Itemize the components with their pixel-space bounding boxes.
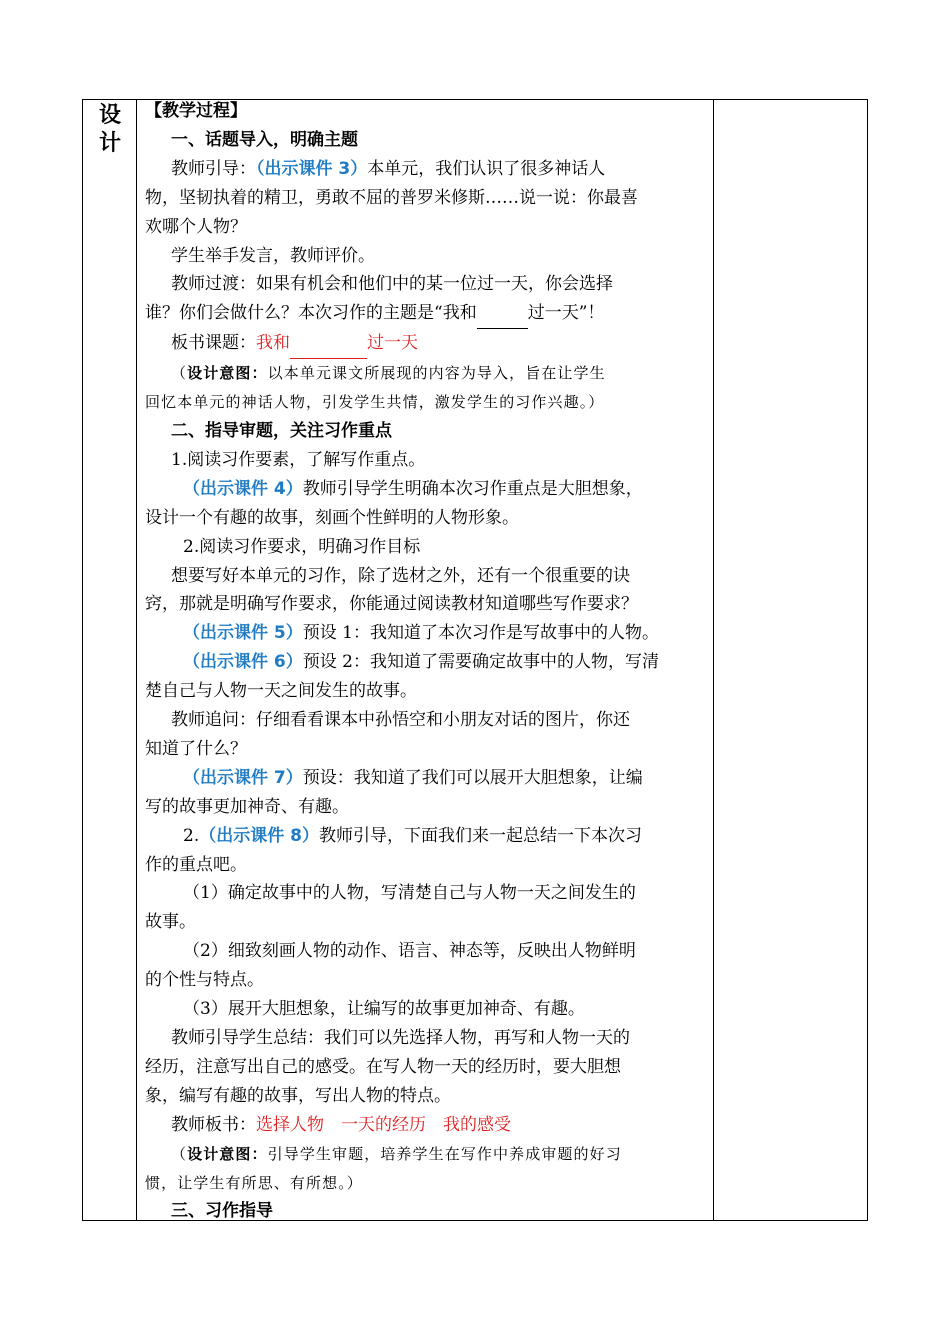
text-span: 楚自己与人物一天之间发生的故事。 bbox=[145, 681, 417, 702]
text-span: 教师引导学生总结：我们可以先选择人物，再写和人物一天的 bbox=[171, 1028, 630, 1048]
text-span: 2. bbox=[183, 825, 200, 846]
text-line bbox=[145, 851, 715, 880]
text-span: 经历，注意写出自己的感受。在写人物一天的经历时，要大胆想 bbox=[145, 1056, 621, 1077]
text-span: 教师引导，下面我们来一起总结一下本次习 bbox=[318, 825, 642, 846]
text-span: 教师引导： bbox=[171, 158, 256, 179]
text-span: 窍，那就是明确写作要求，你能通过阅读教材知道哪些写作要求？ bbox=[145, 594, 638, 615]
text-line bbox=[145, 359, 715, 388]
text-line bbox=[145, 299, 715, 329]
text-span: 我和 bbox=[256, 333, 290, 354]
text-span: 三、习作指导 bbox=[171, 1201, 273, 1222]
text-line bbox=[145, 155, 715, 184]
text-span: 选择人物 一天的经历 我的感受 bbox=[256, 1114, 511, 1135]
text-span: 设计一个有趣的故事，刻画个性鲜明的人物形象。 bbox=[145, 507, 519, 528]
text-span: 故事。 bbox=[145, 912, 196, 933]
text-span: （3）展开大胆想象，让编写的故事更加神奇、有趣。 bbox=[183, 999, 585, 1020]
teaching-process-content bbox=[145, 97, 715, 1226]
text-span: 教师追问：仔细看看课本中孙悟空和小朋友对话的图片，你还 bbox=[171, 710, 630, 731]
text-span bbox=[290, 329, 367, 359]
text-line bbox=[145, 590, 715, 619]
text-line bbox=[145, 1140, 715, 1169]
text-line bbox=[145, 533, 715, 562]
text-span: 谁？你们会做什么？本次习作的主题是“我和 bbox=[145, 303, 477, 324]
text-line bbox=[145, 706, 715, 735]
text-line bbox=[145, 735, 715, 764]
text-span: （ bbox=[171, 1144, 188, 1163]
text-span: 一、话题导入，明确主题 bbox=[171, 129, 358, 150]
notes-column bbox=[714, 100, 867, 1220]
text-span: 的个性与特点。 bbox=[145, 970, 264, 991]
text-span: （出示课件 3） bbox=[256, 158, 368, 179]
text-line bbox=[145, 446, 715, 475]
side-label bbox=[83, 102, 137, 158]
text-span: 设计意图： bbox=[187, 1144, 268, 1163]
text-line bbox=[145, 417, 715, 446]
text-span: 回忆本单元的神话人物，引发学生共情，激发学生的习作兴趣。） bbox=[145, 393, 605, 412]
text-span: 引导学生审题，培养学生在写作中养成审题的好习 bbox=[267, 1144, 622, 1163]
text-span: 过一天 bbox=[367, 333, 418, 354]
text-span: 预设 1：我知道了本次习作是写故事中的人物。 bbox=[302, 623, 659, 644]
text-span: 预设 2：我知道了需要确定故事中的人物，写清 bbox=[302, 652, 659, 673]
text-span: 象，编写有趣的故事，写出人物的特点。 bbox=[145, 1085, 451, 1106]
text-span: 想要写好本单元的习作，除了选材之外，还有一个很重要的诀 bbox=[171, 565, 630, 586]
text-line bbox=[145, 562, 715, 591]
text-span: 教师引导学生明确本次习作重点是大胆想象， bbox=[302, 478, 643, 499]
text-span: 物，坚韧执着的精卫，勇敢不屈的普罗米修斯……说一说：你最喜 bbox=[145, 187, 638, 208]
text-line bbox=[145, 1024, 715, 1053]
text-span: 写的故事更加神奇、有趣。 bbox=[145, 796, 349, 817]
text-line bbox=[145, 475, 715, 504]
text-span: 设计意图： bbox=[187, 364, 268, 383]
text-line bbox=[145, 213, 715, 242]
text-line bbox=[145, 1082, 715, 1111]
text-span: 学生举手发言，教师评价。 bbox=[171, 245, 375, 266]
text-span: 2.阅读习作要求，明确习作目标 bbox=[183, 536, 421, 557]
text-span: （2）细致刻画人物的动作、语言、神态等，反映出人物鲜明 bbox=[183, 941, 636, 962]
text-line bbox=[145, 822, 715, 851]
text-line bbox=[145, 677, 715, 706]
text-span bbox=[477, 299, 528, 329]
text-span: （出示课件 8） bbox=[199, 825, 319, 846]
side-label-char-2: 计 bbox=[98, 131, 121, 156]
text-line bbox=[145, 793, 715, 822]
text-line bbox=[145, 242, 715, 271]
text-span: 以本单元课文所展现的内容为导入，旨在让学生 bbox=[267, 364, 606, 383]
text-line bbox=[145, 1197, 715, 1226]
text-span: 欢哪个人物？ bbox=[145, 216, 247, 237]
text-line bbox=[145, 1169, 715, 1198]
text-line bbox=[145, 504, 715, 533]
text-span: 1.阅读习作要素，了解写作重点。 bbox=[171, 449, 426, 470]
text-line bbox=[145, 937, 715, 966]
text-span: （出示课件 5） bbox=[183, 623, 303, 644]
text-span: 板书课题： bbox=[171, 333, 256, 354]
text-line bbox=[145, 126, 715, 155]
text-line bbox=[145, 97, 715, 126]
text-span: （ bbox=[171, 364, 188, 383]
text-span: （出示课件 4） bbox=[183, 478, 303, 499]
text-span: （1）确定故事中的人物，写清楚自己与人物一天之间发生的 bbox=[183, 883, 636, 904]
text-line bbox=[145, 329, 715, 359]
text-line bbox=[145, 1053, 715, 1082]
text-span: 教师过渡：如果有机会和他们中的某一位过一天，你会选择 bbox=[171, 274, 613, 295]
text-span: 作的重点吧。 bbox=[145, 854, 247, 875]
text-span: 过一天”！ bbox=[527, 303, 605, 324]
text-line bbox=[145, 270, 715, 299]
text-line bbox=[145, 764, 715, 793]
text-span: 本单元，我们认识了很多神话人 bbox=[367, 158, 606, 179]
text-line bbox=[145, 388, 715, 417]
text-line bbox=[145, 184, 715, 213]
text-span: 预设：我知道了我们可以展开大胆想象，让编 bbox=[302, 767, 643, 788]
text-span: 教师板书： bbox=[171, 1114, 256, 1135]
text-span: （出示课件 7） bbox=[183, 767, 303, 788]
text-span: 【教学过程】 bbox=[145, 101, 247, 121]
column-divider-left bbox=[136, 100, 137, 1220]
text-line bbox=[145, 1111, 715, 1140]
text-line bbox=[145, 966, 715, 995]
text-line bbox=[145, 619, 715, 648]
lesson-table bbox=[82, 99, 868, 1221]
side-label-char-1: 设 bbox=[98, 103, 121, 128]
text-span: 知道了什么？ bbox=[145, 738, 247, 759]
text-span: 二、指导审题，关注习作重点 bbox=[171, 420, 392, 441]
text-line bbox=[145, 995, 715, 1024]
text-span: 惯，让学生有所思、有所想。） bbox=[145, 1173, 363, 1192]
text-line bbox=[145, 879, 715, 908]
text-span: （出示课件 6） bbox=[183, 652, 303, 673]
text-line bbox=[145, 648, 715, 677]
text-line bbox=[145, 908, 715, 937]
